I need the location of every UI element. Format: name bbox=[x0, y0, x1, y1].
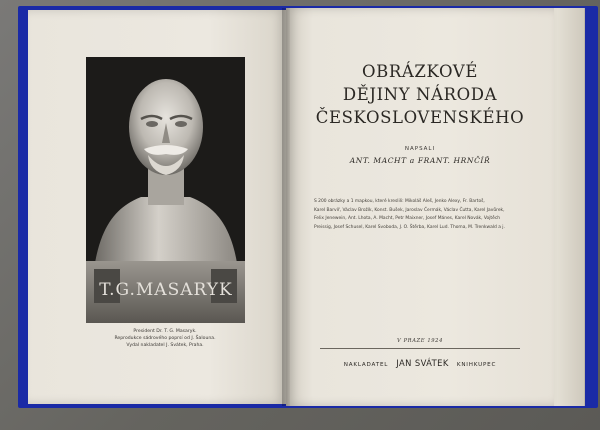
title-line: OBRÁZKOVÉ bbox=[362, 62, 478, 81]
publisher-line bbox=[300, 351, 540, 370]
publisher-suffix: KNIHKUPEC bbox=[456, 362, 497, 368]
title-line: DĚJINY NÁRODA bbox=[342, 85, 498, 104]
details-line: Karel Barvíř, Václav Brožík, Konst. Bušek, Jaroslav Čermák, Václav Čutta, Karel Javůrek, bbox=[314, 207, 505, 213]
publisher-name: JAN SVÁTEK bbox=[396, 358, 449, 368]
details-line: Felix Jenewein, Ant. Lhota, A. Macht, Petr Maixner, Josef Mánes, Karel Novák, Vojtěch bbox=[314, 216, 501, 222]
bust-pedestal-lettering: T.G.MASARYK bbox=[99, 280, 233, 300]
details-line: Preissig, Josef Schusel, Karel Svoboda, J. O. Štěrba, Karel Lud. Thoma, M. Trenkwald a j. bbox=[314, 224, 505, 230]
book-gutter bbox=[282, 8, 290, 406]
publisher-prefix: NAKLADATEL bbox=[343, 362, 389, 368]
illustrators-list bbox=[314, 198, 532, 232]
details-line: S 200 obrázky a 1 mapkou, které kreslili: Mikoláš Aleš, Jenko Alexy, Fr. Bartoš, bbox=[314, 199, 485, 204]
place-year: V PRAZE 1924 bbox=[397, 338, 443, 344]
book-title bbox=[300, 60, 540, 129]
caption-line: President Dr. T. G. Masaryk. bbox=[133, 329, 197, 334]
byline-label: NAPSALI bbox=[404, 146, 436, 152]
bust-photo bbox=[86, 57, 245, 323]
caption-line: Reprodukce sádrového poprsí od J. Šalouna. bbox=[114, 336, 216, 341]
authors: ANT. MACHT a FRANT. HRNČÍŘ bbox=[349, 156, 491, 165]
divider bbox=[320, 348, 520, 349]
caption-line: Vydal nakladatel J. Svátek, Praha. bbox=[126, 343, 204, 348]
frontispiece-caption bbox=[60, 328, 270, 349]
title-line: ČESKOSLOVENSKÉHO bbox=[315, 108, 525, 127]
